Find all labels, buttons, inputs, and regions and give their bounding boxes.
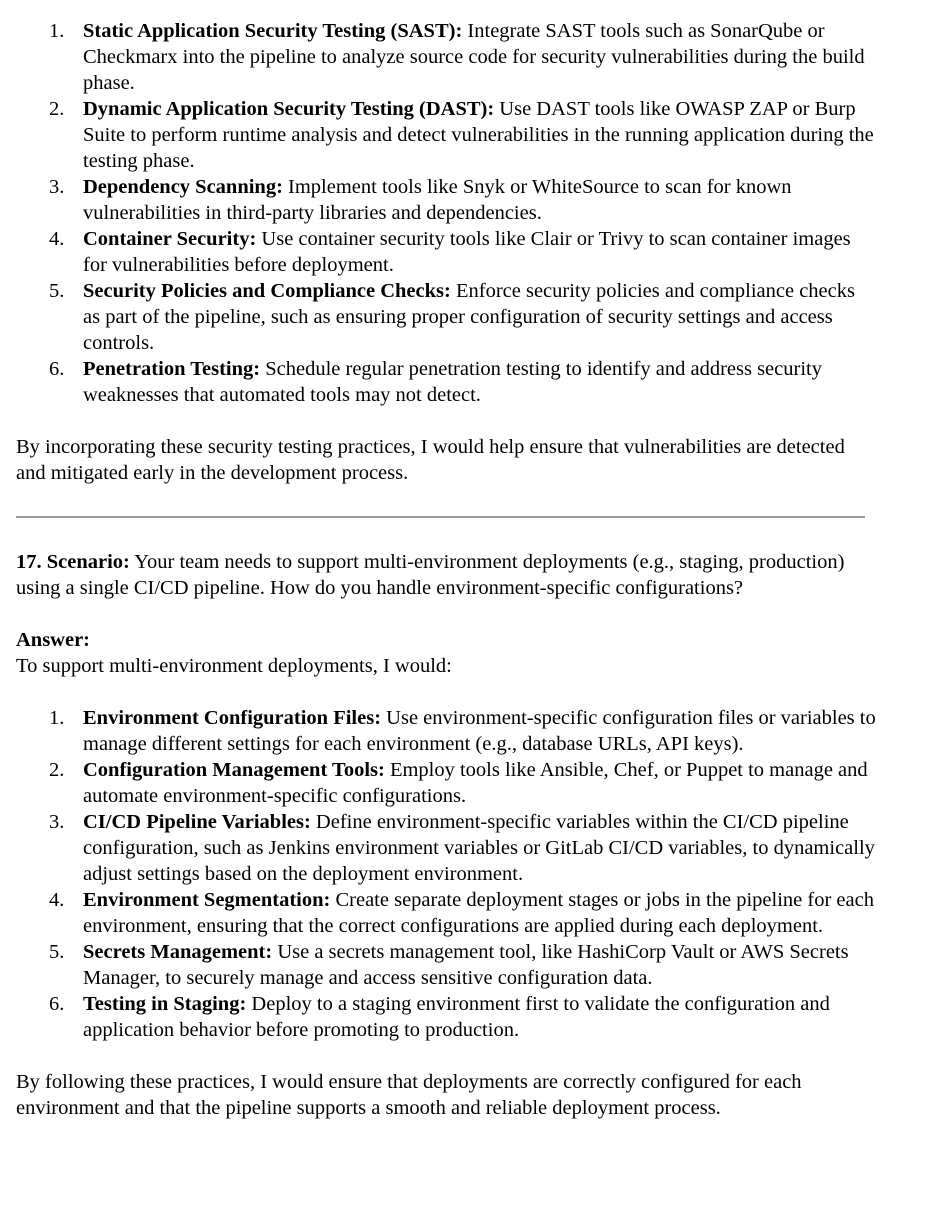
item-title: Secrets Management:: [83, 941, 273, 963]
item-title: Penetration Testing:: [83, 358, 261, 380]
spacer: [16, 1043, 876, 1069]
environment-practices-list: [16, 705, 876, 1043]
answer-heading: [16, 627, 876, 653]
item-title: Environment Configuration Files:: [83, 707, 382, 729]
spacer: [16, 408, 876, 434]
list-item: [83, 96, 876, 174]
item-title: CI/CD Pipeline Variables:: [83, 811, 311, 833]
item-text: Deploy to a staging environment first to validate the configuration and application behavior before promoting to production.: [83, 993, 830, 1041]
list-item: [83, 939, 876, 991]
list-item: [83, 809, 876, 887]
item-title: Container Security:: [83, 228, 257, 250]
item-text: Integrate SAST tools such as SonarQube or Checkmarx into the pipeline to analyze source code for security vulnerabilities during the build phase.: [83, 20, 865, 94]
item-text: Use environment-specific configuration files or variables to manage different settings for each environment (e.g., database URLs, API keys).: [83, 707, 876, 755]
list-item: [83, 18, 876, 96]
list-item: [83, 174, 876, 226]
item-text: Use a secrets management tool, like HashiCorp Vault or AWS Secrets Manager, to securely manage and access sensitive configuration data.: [83, 941, 849, 989]
item-text: Create separate deployment stages or jobs in the pipeline for each environment, ensuring that the correct configurations are applied during each deployment.: [83, 889, 874, 937]
item-text: Use container security tools like Clair or Trivy to scan container images for vulnerabilities before deployment.: [83, 228, 851, 276]
item-title: Static Application Security Testing (SAST):: [83, 20, 463, 42]
item-text: Schedule regular penetration testing to identify and address security weaknesses that automated tools may not detect.: [83, 358, 822, 406]
item-title: Security Policies and Compliance Checks:: [83, 280, 451, 302]
section1-conclusion: By incorporating these security testing practices, I would help ensure that vulnerabilities are detected and mitigated early in the development process.: [16, 436, 845, 484]
horizontal-divider: [16, 516, 865, 518]
security-practices-list: [16, 18, 876, 408]
item-title: Dependency Scanning:: [83, 176, 283, 198]
list-item: [83, 991, 876, 1043]
item-text: Enforce security policies and compliance checks as part of the pipeline, such as ensuring proper configuration of security settings and access controls.: [83, 280, 855, 354]
section2-conclusion: By following these practices, I would ensure that deployments are correctly configured for each environment and that the pipeline supports a smooth and reliable deployment process.: [16, 1071, 802, 1119]
item-title: Configuration Management Tools:: [83, 759, 385, 781]
spacer: [16, 601, 876, 627]
scenario-text: Your team needs to support multi-environment deployments (e.g., staging, production) using a single CI/CD pipeline. How do you handle environment-specific configurations?: [16, 551, 845, 599]
item-title: Dynamic Application Security Testing (DAST):: [83, 98, 495, 120]
list-item: [83, 705, 876, 757]
list-item: [83, 887, 876, 939]
answer-intro: To support multi-environment deployments, I would:: [16, 655, 452, 677]
item-title: Environment Segmentation:: [83, 889, 331, 911]
list-item: [83, 356, 876, 408]
list-item: [83, 226, 876, 278]
answer-label: Answer:: [16, 629, 91, 651]
list-item: [83, 278, 876, 356]
spacer: [16, 679, 876, 705]
item-title: Testing in Staging:: [83, 993, 247, 1015]
item-text: Define environment-specific variables within the CI/CD pipeline configuration, such as Jenkins environment variables or GitLab CI/CD variables, to dynamically adjust settings based on the deployment environment.: [83, 811, 875, 885]
item-text: Use DAST tools like OWASP ZAP or Burp Suite to perform runtime analysis and detect vulnerabilities in the running application during the testing phase.: [83, 98, 874, 172]
scenario-question: [16, 549, 876, 601]
item-text: Employ tools like Ansible, Chef, or Puppet to manage and automate environment-specific configurations.: [83, 759, 868, 807]
list-item: [83, 757, 876, 809]
scenario-label: 17. Scenario:: [16, 551, 130, 573]
item-text: Implement tools like Snyk or WhiteSource to scan for known vulnerabilities in third-party libraries and dependencies.: [83, 176, 792, 224]
